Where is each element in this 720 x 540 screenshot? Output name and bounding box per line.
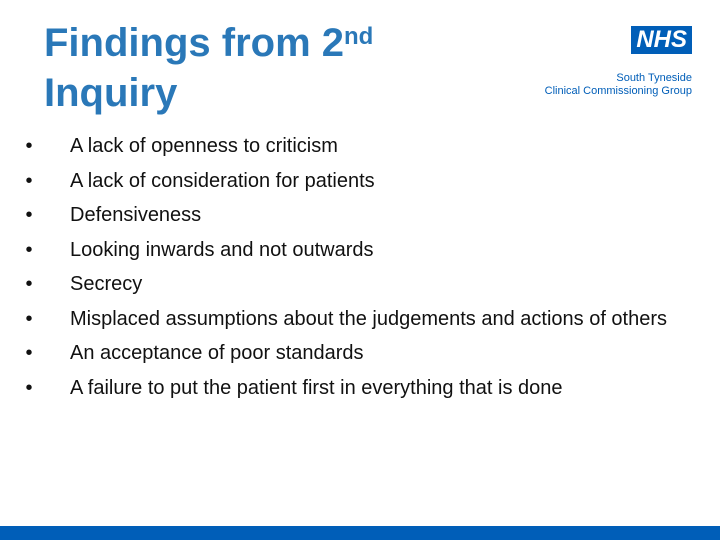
bullet-icon: • [25, 376, 33, 399]
list-item [22, 129, 702, 164]
findings-list [22, 129, 702, 405]
org-line2: Clinical Commissioning Group [544, 85, 692, 97]
bullet-icon: • [25, 273, 33, 295]
list-item-text: Misplaced assumptions about the judgements and actions of others [70, 307, 668, 330]
list-item-text: Secrecy [70, 273, 143, 295]
list-item [22, 371, 702, 406]
list-item [22, 198, 702, 233]
slide-title [44, 18, 373, 118]
list-item-text: A failure to put the patient first in everything that is done [70, 376, 563, 399]
bullet-icon: • [25, 135, 33, 157]
list-item [22, 336, 702, 371]
list-item-text: Defensiveness [70, 204, 202, 226]
list-item [22, 233, 702, 268]
list-item-text: A lack of openness to criticism [70, 135, 338, 157]
list-item [22, 164, 702, 199]
list-item [22, 267, 702, 302]
bullet-icon: • [25, 238, 33, 261]
bullet-icon: • [25, 307, 33, 330]
org-line1: South Tyneside [616, 72, 692, 84]
footer-bar [0, 526, 720, 540]
nhs-logo [545, 26, 692, 98]
list-item [22, 302, 702, 337]
list-item-text: Looking inwards and not outwards [70, 238, 374, 261]
list-item-text: A lack of consideration for patients [70, 169, 375, 192]
bullet-icon: • [25, 342, 33, 364]
bullet-icon: • [25, 204, 33, 226]
bullet-icon: • [25, 169, 33, 192]
title-line2: Inquiry [44, 71, 178, 115]
organisation-name [545, 72, 692, 98]
nhs-badge: NHS [631, 26, 692, 54]
title-superscript: nd [344, 23, 374, 50]
list-item-text: An acceptance of poor standards [70, 342, 364, 364]
title-line1: Findings from 2 [44, 21, 344, 65]
